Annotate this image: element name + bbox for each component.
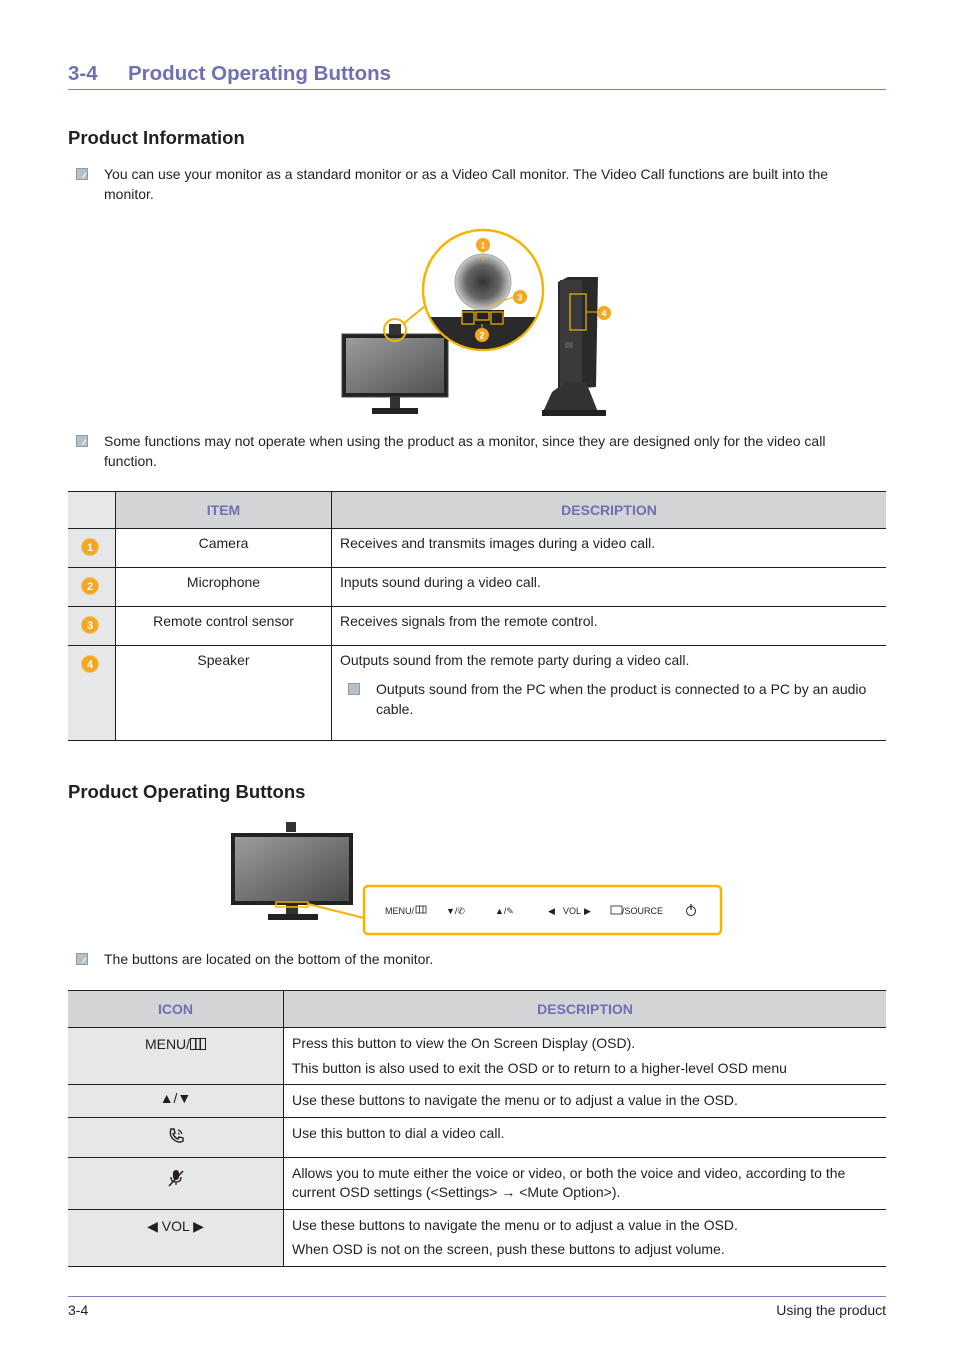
table-row (68, 568, 886, 607)
note-text: The buttons are located on the bottom of the monitor. (104, 951, 434, 967)
svg-text:▼/✆: ▼/✆ (446, 906, 465, 916)
call-icon (68, 1117, 284, 1157)
speaker-note: Outputs sound from the PC when the product is connected to a PC by an audio cable. (340, 680, 878, 719)
table-row (68, 529, 886, 568)
badge-1: 1 (81, 538, 99, 556)
svg-text:3: 3 (517, 292, 523, 303)
source-label: /SOURCE (622, 906, 664, 916)
up-down-icon: ▲/▼ (68, 1085, 284, 1118)
product-information-heading: Product Information (68, 127, 245, 148)
volume-icon: ◀ VOL ▶ (68, 1209, 284, 1266)
svg-text:▲/✎: ▲/✎ (495, 906, 514, 916)
vol-label: VOL (563, 906, 582, 916)
table-row (68, 607, 886, 646)
svg-text:◀: ◀ (548, 906, 555, 916)
description-header: DESCRIPTION (332, 492, 887, 529)
note-text: You can use your monitor as a standard monitor or as a Video Call monitor. The Video Call functions are built into the monitor. (104, 166, 829, 202)
mute-icon (68, 1157, 284, 1209)
footer-rule (68, 1296, 886, 1297)
item-cell: Speaker (116, 646, 332, 741)
table-row: Allows you to mute either the voice or video, or both the voice and video, according to the current OSD settings (<Settings> → <Mute Option>). (68, 1157, 886, 1209)
icon-header: ICON (68, 991, 284, 1028)
description-header: DESCRIPTION (284, 991, 887, 1028)
item-cell: Microphone (116, 568, 332, 607)
badge-4: 4 (81, 655, 99, 673)
item-header: ITEM (116, 492, 332, 529)
product-info-table (68, 491, 886, 741)
note-icon (76, 168, 88, 180)
footer-chapter: Using the product (776, 1302, 886, 1318)
menu-label: MENU/ (385, 906, 414, 916)
description-cell: Inputs sound during a video call. (332, 568, 887, 607)
item-cell: Remote control sensor (116, 607, 332, 646)
section-title-text: Product Operating Buttons (128, 62, 392, 85)
note-text: Some functions may not operate when using the product as a monitor, since they are designed only for the video call function. (104, 433, 826, 469)
svg-text:1: 1 (480, 240, 486, 251)
svg-text:▶: ▶ (584, 906, 591, 916)
note-icon (76, 953, 88, 965)
description-cell: Receives and transmits images during a video call. (332, 529, 887, 568)
svg-text:4: 4 (601, 308, 607, 319)
description-cell: Outputs sound from the remote party during a video call. (340, 652, 690, 668)
table-row (68, 646, 886, 741)
menu-icon: MENU/ (68, 1028, 284, 1085)
section-number: 3-4 (68, 62, 98, 85)
operating-buttons-heading: Product Operating Buttons (68, 781, 306, 802)
svg-text:2: 2 (479, 330, 485, 341)
item-cell: Camera (116, 529, 332, 568)
monitor-camera-figure (330, 222, 630, 420)
note-icon (348, 683, 360, 695)
badge-2: 2 (81, 577, 99, 595)
section-title (68, 62, 886, 90)
badge-3: 3 (81, 616, 99, 634)
table-row: ◀ VOL ▶ Use these buttons to navigate the menu or to adjust a value in the OSD. When OSD is not on the screen, push these buttons to adjust volume. (68, 1209, 886, 1266)
table-row: Use this button to dial a video call. (68, 1117, 886, 1157)
footer-page-number: 3-4 (68, 1302, 89, 1318)
table-row: ▲/▼ Use these buttons to navigate the menu or to adjust a value in the OSD. (68, 1085, 886, 1118)
note-icon (76, 435, 88, 447)
blank-header (68, 492, 116, 529)
description-cell: Receives signals from the remote control. (332, 607, 887, 646)
buttons-table (68, 990, 886, 1267)
button-strip-figure (228, 820, 728, 940)
table-row: MENU/ Press this button to view the On Screen Display (OSD). This button is also used to exit the OSD or to return to a higher-level OSD menu (68, 1028, 886, 1085)
